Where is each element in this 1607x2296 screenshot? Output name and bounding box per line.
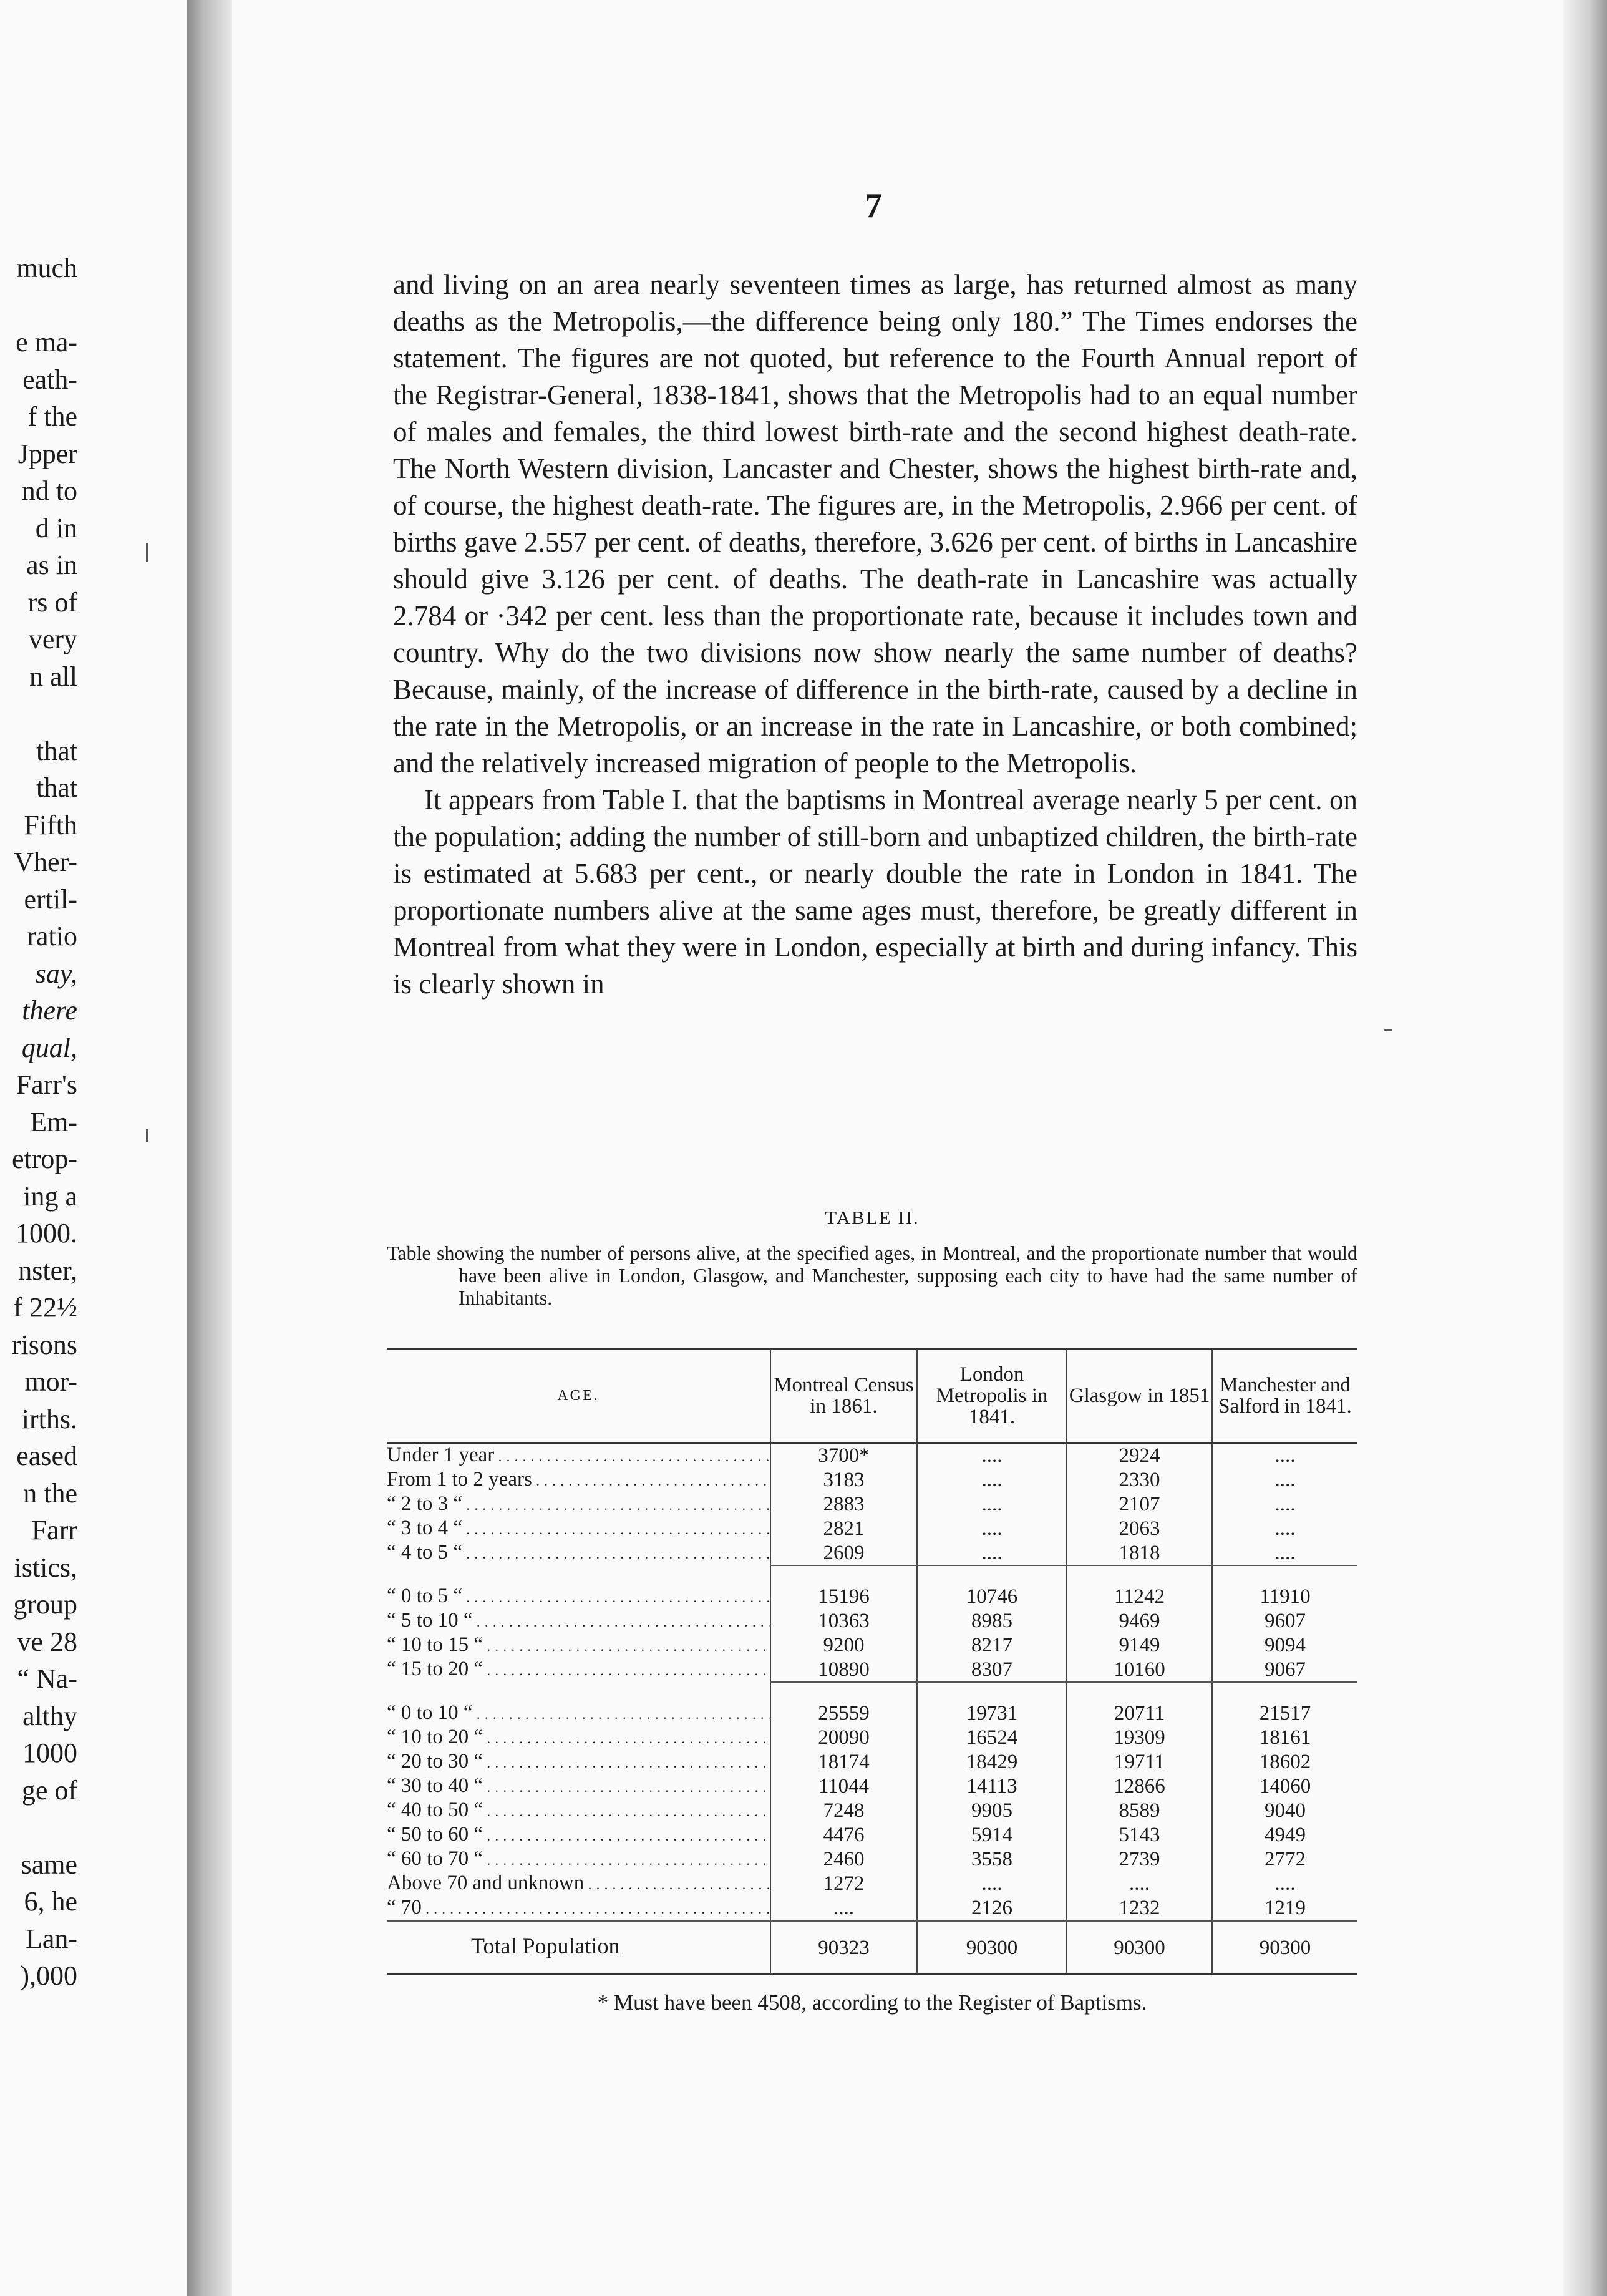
montreal-cell: 25559 [770,1701,917,1726]
london-cell: 5914 [917,1823,1067,1847]
manchester-cell: .... [1212,1872,1357,1896]
facing-page-line [0,695,77,732]
facing-page-line: that [36,772,77,803]
facing-page-line: ratio [27,921,77,951]
facing-page-line: ),000 [20,1960,77,1991]
manchester-cell: .... [1212,1492,1357,1517]
london-cell: .... [917,1492,1067,1517]
montreal-cell: 3700* [770,1443,917,1469]
glasgow-cell: 19711 [1067,1750,1212,1774]
london-cell: .... [917,1468,1067,1492]
manchester-cell: 14060 [1212,1774,1357,1799]
manchester-cell: .... [1212,1468,1357,1492]
montreal-cell: 18174 [770,1750,917,1774]
glasgow-cell: 5143 [1067,1823,1212,1847]
age-cell: “ 50 to 60 “ . . . [387,1823,770,1847]
montreal-cell: 10890 [770,1658,917,1682]
facing-page-line: same [21,1849,77,1880]
glasgow-cell: .... [1067,1872,1212,1896]
glasgow-cell: 2063 [1067,1517,1212,1541]
facing-page-line: Farr [31,1515,77,1545]
table-row [387,1658,1357,1682]
scan-speck [146,543,148,562]
body-text [393,266,1357,1003]
glasgow-cell: 1232 [1067,1896,1212,1921]
london-cell: 8307 [917,1658,1067,1682]
glasgow-cell: 10160 [1067,1658,1212,1682]
glasgow-cell: 2739 [1067,1847,1212,1872]
facing-page-line: risons [11,1329,77,1360]
facing-page-line [0,287,77,324]
montreal-cell: 15196 [770,1585,917,1609]
facing-page-line: Farr's [16,1069,77,1100]
london-cell: .... [917,1541,1067,1565]
glasgow-cell: 2924 [1067,1443,1212,1469]
manchester-cell: 2772 [1212,1847,1357,1872]
facing-page-text-fragments [0,250,77,1995]
london-cell: 3558 [917,1847,1067,1872]
age-cell: “ 3 to 4 “ . . . [387,1517,770,1541]
facing-page-line: as in [26,550,77,580]
manchester-cell: 18161 [1212,1726,1357,1750]
facing-page-line: very [28,624,77,654]
glasgow-cell: 19309 [1067,1726,1212,1750]
london-cell: 14113 [917,1774,1067,1799]
age-cell: “ 0 to 5 “ . . . [387,1585,770,1609]
table-row [387,1443,1357,1469]
total-label: Total Population [471,1934,620,1958]
column-header-glasgow: Glasgow in 1851 [1067,1349,1212,1443]
table-body [387,1443,1357,1975]
total-row [387,1921,1357,1975]
facing-page-line: mor- [24,1366,77,1397]
group-spacer [387,1682,1357,1701]
column-header-london: London Metropolis in 1841. [917,1349,1067,1443]
paragraph: and living on an area nearly seventeen times as large, has returned almost as many deaths as the Metropolis,—the difference being only 180.” The Times endorses the statement. The figures are not quoted, but reference to the Fourth Annual report of the Registrar-General, 1838-1841, shows that the Metropolis had to an equal number of males and females, the third lowest birth-rate and the second highest death-rate. The North Western division, Lancaster and Chester, shows the highest birth-rate and, of course, the highest death-rate. The figures are, in the Metropolis, 2.966 per cent. of births gave 2.557 per cent. of deaths, therefore, 3.626 per cent. of births in Lancashire should give 3.126 per cent. of deaths. The death-rate in Lancashire was actually 2.784 or ·342 per cent. less than the proportionate rate, because it includes town and country. Why do the two divisions now show nearly the same number of deaths? Because, mainly, of the increase of difference in the birth-rate, caused by a decline in the rate in the Metropolis, or an increase in the rate in Lancashire, or both combined; and the relatively increased migration of people to the Metropolis. [393,269,1357,779]
facing-page-line: Lan- [25,1923,77,1954]
facing-page-line: qual, [21,1032,77,1063]
montreal-cell: 10363 [770,1609,917,1633]
total-value: 90300 [1212,1921,1357,1975]
london-cell: .... [917,1872,1067,1896]
age-cell: “ 4 to 5 “ . . . [387,1541,770,1565]
facing-page-line: ertil- [24,883,77,915]
age-cell: “ 20 to 30 “ . . . [387,1750,770,1774]
manchester-cell: .... [1212,1517,1357,1541]
facing-page-line: althy [22,1700,77,1731]
age-cell: “ 15 to 20 “ . . . [387,1658,770,1682]
facing-page-line: nd to [21,475,77,506]
group-spacer [387,1565,1357,1585]
table-row [387,1468,1357,1492]
page-edge [1563,0,1607,2296]
manchester-cell: 9607 [1212,1609,1357,1633]
age-cell: “ 2 to 3 “ . . . [387,1492,770,1517]
montreal-cell: 11044 [770,1774,917,1799]
facing-page-line: d in [35,512,77,543]
glasgow-cell: 8589 [1067,1799,1212,1823]
facing-page-line: f the [27,401,77,432]
table-row [387,1750,1357,1774]
montreal-cell: 7248 [770,1799,917,1823]
facing-page-line: 6, he [24,1886,77,1917]
london-cell: 8217 [917,1633,1067,1658]
age-cell: “ 40 to 50 “ . . . [387,1799,770,1823]
facing-page-line: irths. [21,1403,77,1434]
table-row [387,1872,1357,1896]
london-cell: 2126 [917,1896,1067,1921]
age-cell: “ 70 . . . [387,1896,770,1921]
facing-page-line: much [16,253,77,283]
table-row [387,1799,1357,1823]
table-title: TABLE II. [825,1207,920,1228]
manchester-cell: .... [1212,1541,1357,1565]
manchester-cell: 21517 [1212,1701,1357,1726]
manchester-cell: 9040 [1212,1799,1357,1823]
montreal-cell: 2609 [770,1541,917,1565]
glasgow-cell: 2107 [1067,1492,1212,1517]
glasgow-cell: 11242 [1067,1585,1212,1609]
montreal-cell: 1272 [770,1872,917,1896]
table-row [387,1633,1357,1658]
facing-page-line: ge of [21,1774,77,1806]
scan-speck [146,1129,148,1142]
table-row [387,1823,1357,1847]
facing-page-line: eath- [22,364,77,395]
montreal-cell: .... [770,1896,917,1921]
montreal-cell: 4476 [770,1823,917,1847]
facing-page-line: rs of [27,586,77,618]
facing-page-line: group [13,1589,77,1620]
table-row [387,1726,1357,1750]
manchester-cell: 18602 [1212,1750,1357,1774]
facing-page-line: 1000 [22,1738,77,1768]
facing-page-line: say, [35,958,77,989]
manchester-cell: 9067 [1212,1658,1357,1682]
facing-page-line: 1000. [16,1218,77,1248]
total-value: 90300 [1067,1921,1212,1975]
column-header-age: AGE. [557,1388,600,1404]
age-cell: Under 1 year . . . [387,1443,770,1469]
glasgow-cell: 20711 [1067,1701,1212,1726]
column-header-montreal: Montreal Census in 1861. [770,1349,917,1443]
table-header-row [387,1349,1357,1443]
paragraph: It appears from Table I. that the baptisms in Montreal average nearly 5 per cent. on the population; adding the number of still-born and unbaptized children, the birth-rate is estimated at 5.683 per cent., or nearly double the rate in London in 1841. The proportionate numbers alive at the same ages must, therefore, be greatly different in Montreal from what they were in London, especially at birth and during infancy. This is clearly shown in [393,784,1357,1000]
age-cell: “ 10 to 20 “ . . . [387,1726,770,1750]
montreal-cell: 3183 [770,1468,917,1492]
london-cell: 16524 [917,1726,1067,1750]
table-row [387,1774,1357,1799]
table-row [387,1541,1357,1565]
facing-page-line: istics, [14,1552,77,1583]
facing-page [0,0,187,2296]
london-cell: .... [917,1443,1067,1469]
montreal-cell: 2460 [770,1847,917,1872]
london-cell: 9905 [917,1799,1067,1823]
manchester-cell: 11910 [1212,1585,1357,1609]
facing-page-line: there [22,995,77,1026]
facing-page-line: e ma- [16,327,77,358]
london-cell: .... [917,1517,1067,1541]
age-cell: Above 70 and unknown . . . [387,1872,770,1896]
total-value: 90300 [917,1921,1067,1975]
glasgow-cell: 9149 [1067,1633,1212,1658]
table-row [387,1847,1357,1872]
london-cell: 18429 [917,1750,1067,1774]
age-cell: “ 0 to 10 “ . . . [387,1701,770,1726]
age-cell: “ 10 to 15 “ . . . [387,1633,770,1658]
montreal-cell: 20090 [770,1726,917,1750]
facing-page-line: Em- [30,1106,77,1137]
montreal-cell: 9200 [770,1633,917,1658]
page-number: 7 [865,187,882,225]
scan-speck [1384,1029,1392,1031]
age-cell: From 1 to 2 years . . . [387,1468,770,1492]
age-cell: “ 60 to 70 “ . . . [387,1847,770,1872]
population-table [387,1348,1357,1975]
facing-page-line: etrop- [11,1144,77,1174]
table-row [387,1609,1357,1633]
table-row [387,1701,1357,1726]
manchester-cell: 9094 [1212,1633,1357,1658]
table-row [387,1896,1357,1921]
montreal-cell: 2883 [770,1492,917,1517]
glasgow-cell: 12866 [1067,1774,1212,1799]
table-row [387,1517,1357,1541]
facing-page-line: Jpper [17,438,77,469]
table-row [387,1492,1357,1517]
table-caption: Table showing the number of persons alive, at the specified ages, in Montreal, and the proportionate number that would have been alive in London, Glasgow, and Manchester, supposing each city to have had the same number of Inhabitants. [387,1242,1357,1309]
table-row [387,1585,1357,1609]
total-value: 90323 [770,1921,917,1975]
facing-page-line: ing a [23,1180,77,1212]
column-header-manchester: Manchester and Salford in 1841. [1212,1349,1357,1443]
book-gutter [187,0,232,2296]
facing-page-line: ve 28 [17,1626,77,1657]
london-cell: 8985 [917,1609,1067,1633]
manchester-cell: .... [1212,1443,1357,1469]
montreal-cell: 2821 [770,1517,917,1541]
manchester-cell: 1219 [1212,1896,1357,1921]
facing-page-line: f 22½ [13,1292,77,1323]
facing-page-line: n all [29,661,77,692]
glasgow-cell: 9469 [1067,1609,1212,1633]
facing-page-line: that [36,735,77,766]
facing-page-line: Vher- [14,847,77,877]
age-cell: “ 30 to 40 “ . . . [387,1774,770,1799]
manchester-cell: 4949 [1212,1823,1357,1847]
facing-page-line: eased [16,1441,77,1471]
facing-page-line: Fifth [24,809,77,840]
footnote: * Must have been 4508, according to the Register of Baptisms. [597,1990,1147,2015]
glasgow-cell: 1818 [1067,1541,1212,1565]
london-cell: 19731 [917,1701,1067,1726]
age-cell: “ 5 to 10 “ . . . [387,1609,770,1633]
facing-page-line: n the [23,1477,77,1509]
facing-page-line [0,1809,77,1846]
glasgow-cell: 2330 [1067,1468,1212,1492]
facing-page-line: “ Na- [17,1663,77,1694]
facing-page-line: nster, [18,1255,77,1286]
london-cell: 10746 [917,1585,1067,1609]
